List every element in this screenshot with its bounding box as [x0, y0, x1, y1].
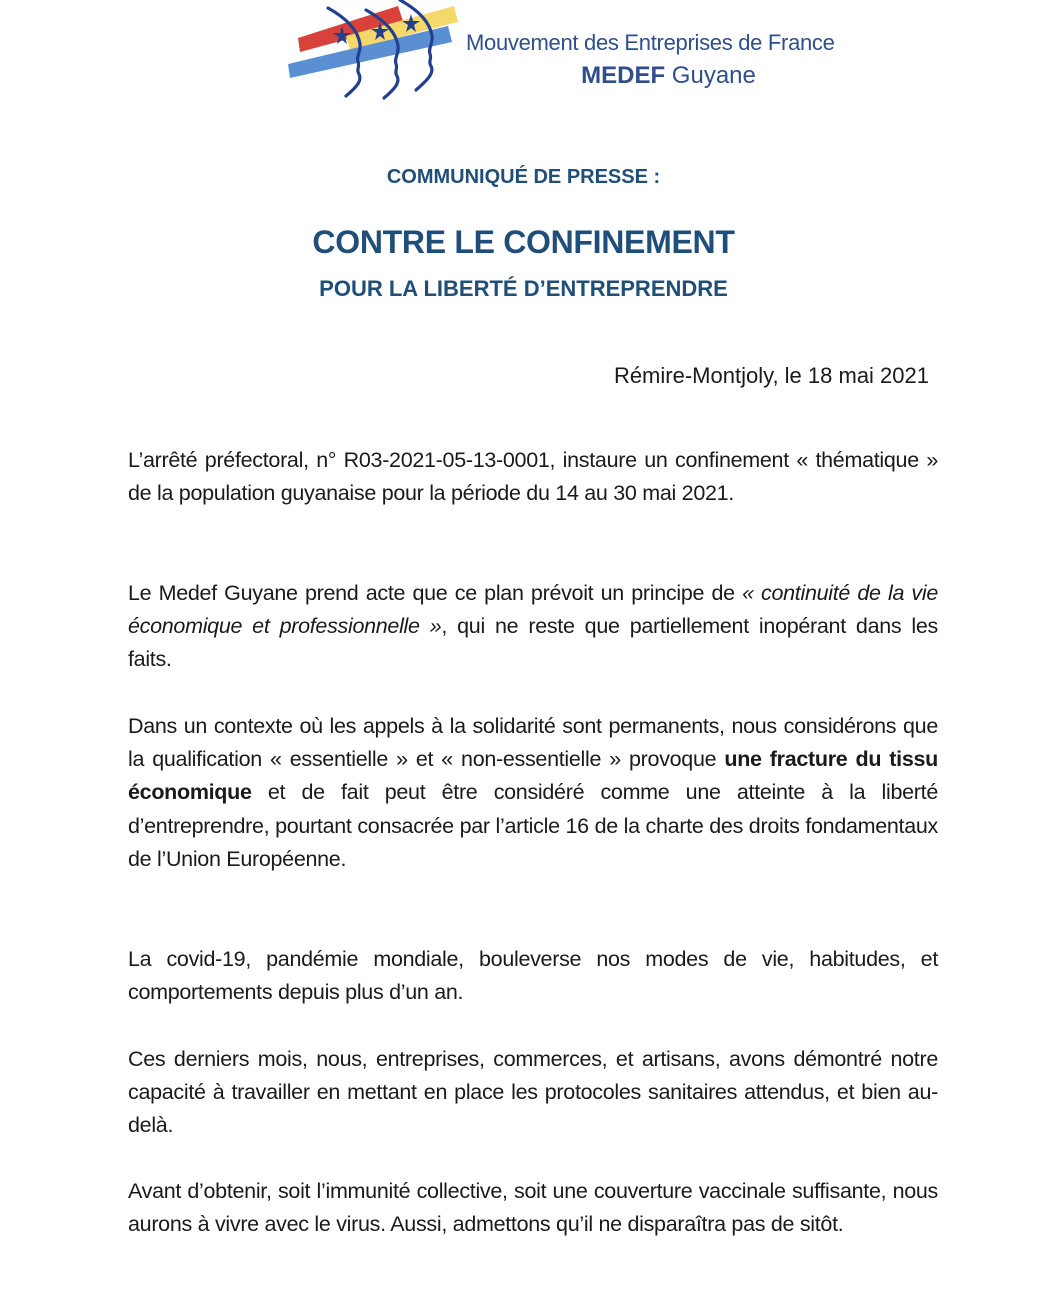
paragraph-3-emphasis: une fracture du tissu économique	[128, 747, 938, 805]
paragraph-4: La covid-19, pandémie mondiale, bouleverse nos modes de vie, habitudes, et comportements depuis plus d’un an.	[128, 947, 938, 1005]
paragraph-2-quote: « continuité de la vie économique et professionnelle »	[128, 581, 939, 639]
page-subtitle: POUR LA LIBERTÉ D’ENTREPRENDRE	[319, 276, 728, 301]
org-name: Mouvement des Entreprises de France	[466, 30, 835, 55]
paragraph-3-text-start: Dans un contexte où les appels à la solidarité sont permanents, nous considérons que la qualification « essentielle » et « non-essentielle » provoque	[128, 714, 938, 772]
paragraph-2-text-end: , qui ne reste que partiellement inopérant dans les faits.	[128, 614, 938, 672]
paragraph-3	[128, 710, 938, 876]
medef-logo	[286, 0, 466, 105]
paragraph-2	[128, 577, 938, 677]
org-short-name: MEDEF	[581, 62, 666, 89]
org-region: Guyane	[671, 62, 756, 89]
page-title: CONTRE LE CONFINEMENT	[312, 224, 735, 260]
paragraph-6: Avant d’obtenir, soit l’immunité collective, soit une couverture vaccinale suffisante, nous aurons à vivre avec le virus. Aussi, admettons qu’il ne disparaîtra pas de sitôt.	[128, 1179, 938, 1237]
dateline: Rémire-Montjoly, le 18 mai 2021	[613, 363, 929, 388]
medef-logo-graphic	[286, 0, 466, 105]
paragraph-3-text-end: et de fait peut être considéré comme une atteinte à la liberté d’entreprendre, pourtant consacrée par l’article 16 de la charte des droits fondamentaux de l’Union Européenne.	[128, 780, 938, 871]
press-release-label: COMMUNIQUÉ DE PRESSE :	[386, 166, 661, 188]
paragraph-1: L’arrêté préfectoral, n° R03-2021-05-13-0001, instaure un confinement « thématique » de la population guyanaise pour la période du 14 au 30 mai 2021.	[128, 448, 938, 506]
paragraph-2-text-start: Le Medef Guyane prend acte que ce plan prévoit un principe de	[128, 581, 743, 605]
paragraph-5: Ces derniers mois, nous, entreprises, commerces, et artisans, avons démontré notre capacité à travailler en mettant en place les protocoles sanitaires attendus, et bien au-delà.	[128, 1047, 938, 1138]
org-subtitle	[466, 62, 871, 90]
